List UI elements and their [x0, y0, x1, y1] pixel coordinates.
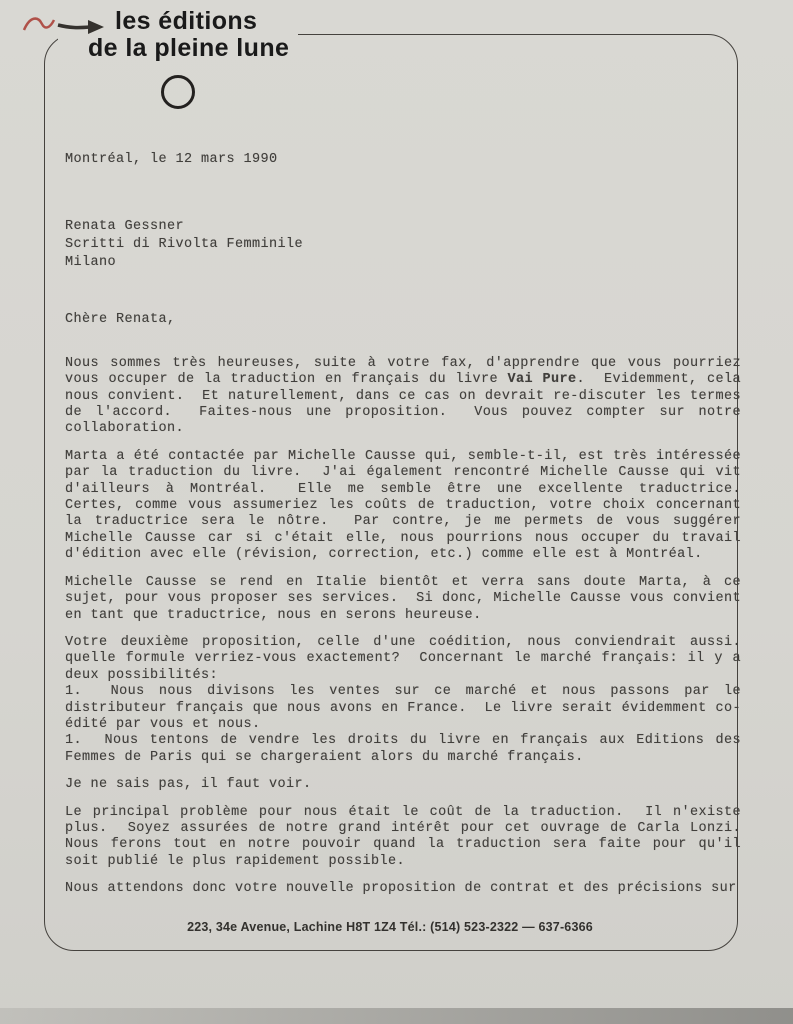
- scan-edge: [0, 1008, 793, 1024]
- salutation: Chère Renata,: [65, 312, 176, 328]
- paragraph: Michelle Causse se rend en Italie bientôt et verra sans doute Marta, à ce sujet, pour vous proposer ses services. Si donc, Michelle Causse vous convient en tant que traductrice, nous en serons heureuse.: [65, 574, 750, 623]
- paragraph: Marta a été contactée par Michelle Causse qui, semble-t-il, est très intéressée par la traduction du livre. J'ai également rencontré Michelle Causse qui vit d'ailleurs à Montréal. Elle me semble être une excellente traductrice. Certes, comme vous assumeriez les coûts de traduction, votre choix concernant la traductrice sera le nôtre. Par contre, je me permets de vous suggérer Michelle Causse car si c'était elle, nous pourrions nous occuper du travail d'édition avec elle (révision, correction, etc.) comme elle est à Montréal.: [65, 448, 759, 563]
- paragraph: 1. Nous tentons de vendre les droits du livre en français aux Editions des Femmes de Paris qui se chargeraient alors du marché français.: [65, 733, 750, 765]
- paragraph: [65, 355, 750, 438]
- logo-circle-icon: [161, 75, 195, 109]
- recipient-line: Milano: [65, 255, 117, 271]
- footer-address: 223, 34e Avenue, Lachine H8T 1Z4 Tél.: (514) 523-2322 — 637-6366: [187, 920, 593, 934]
- paragraph: 1. Nous nous divisons les ventes sur ce marché et nous passons par le distributeur français que nous avons en France. Le livre serait évidemment co-édité par vous et nous.: [65, 684, 750, 732]
- letter-body: [65, 355, 759, 898]
- text-run: . Evidemment, cela nous convient. Et naturellement, dans ce cas on devrait re-discuter les termes de l'accord. Faites-nous une proposition. Vous pouvez compter sur notre collaboration.: [65, 372, 750, 437]
- book-title: Vai Pure: [507, 372, 577, 388]
- paragraph: Le principal problème pour nous était le coût de la traduction. Il n'existe plus. Soyez assurées de notre grand intérêt pour cet ouvrage de Carla Lonzi. Nous ferons tout en notre pouvoir quand la traduction sera faite pour qu'il soit publié le plus rapidement possible.: [65, 804, 759, 869]
- paragraph: Je ne sais pas, il faut voir.: [65, 777, 312, 793]
- logo-line1: les éditions: [115, 7, 258, 35]
- logo-line2: de la pleine lune: [88, 34, 290, 62]
- publisher-logo: [88, 8, 289, 62]
- recipient-block: [65, 218, 741, 272]
- recipient-line: Scritti di Rivolta Femminile: [65, 237, 304, 253]
- paragraph: Nous attendons donc votre nouvelle proposition de contrat et des précisions sur: [65, 881, 737, 897]
- paragraph: Votre deuxième proposition, celle d'une coédition, nous conviendrait aussi. quelle formule verriez-vous exactement? Concernant le marché français: il y a deux possibilités:: [65, 634, 750, 683]
- letter-content: [65, 152, 759, 898]
- text-run: Nous sommes très heureuses, suite à votre fax, d'apprendre que vous pourriez vous occuper de la traduction en français du livre: [65, 355, 750, 388]
- dateline: Montréal, le 12 mars 1990: [65, 152, 278, 167]
- recipient-line: Renata Gessner: [65, 219, 185, 235]
